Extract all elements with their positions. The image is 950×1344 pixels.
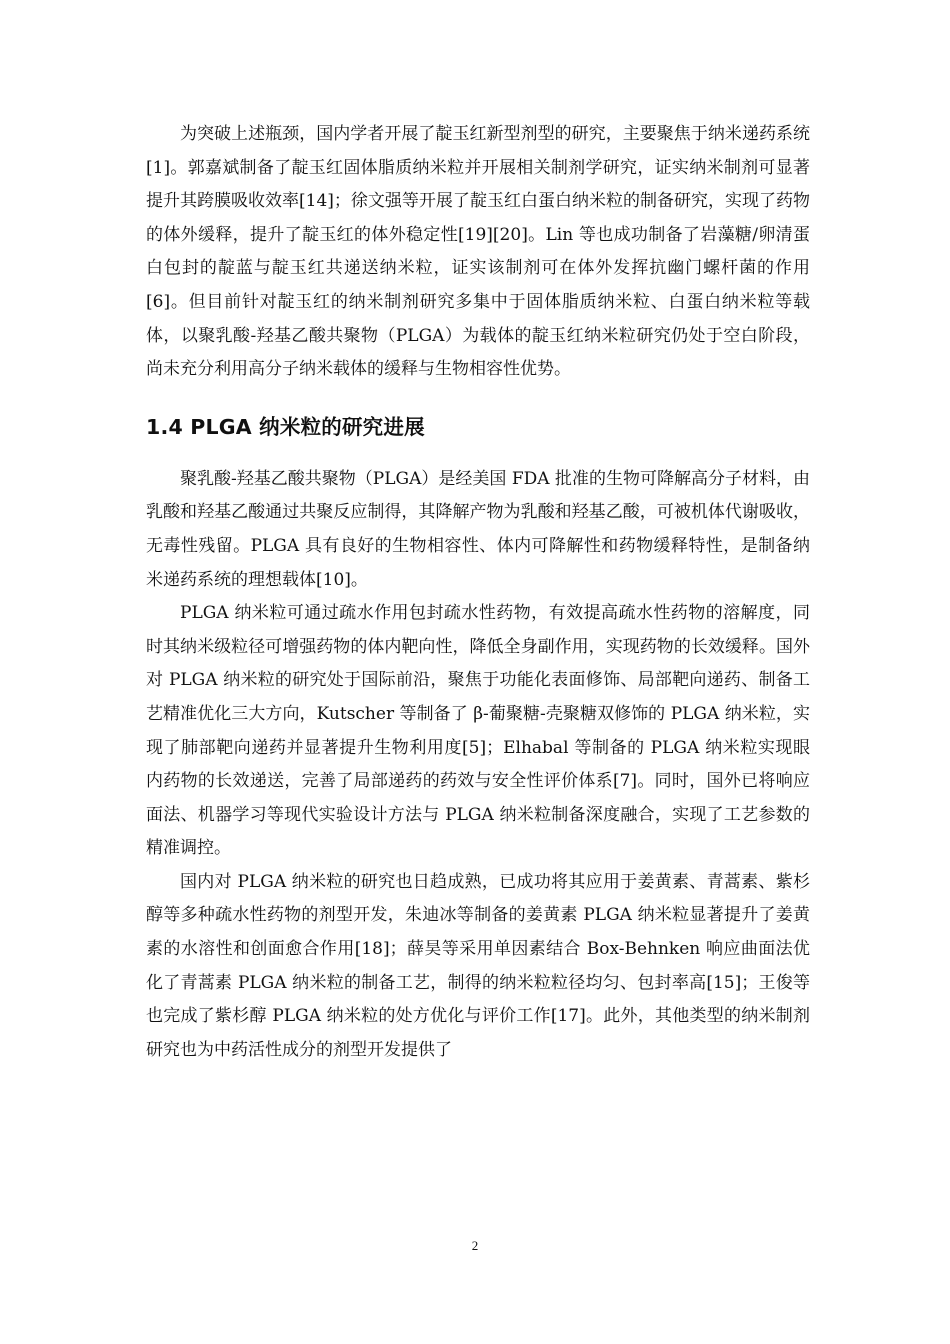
page-body	[146, 118, 810, 1067]
paragraph-indirubin-nano-research: 为突破上述瓶颈，国内学者开展了靛玉红新型剂型的研究，主要聚焦于纳米递药系统[1]。郭嘉斌制备了靛玉红固体脂质纳米粒并开展相关制剂学研究，证实纳米制剂可显著提升其跨膜吸收效率[14]；徐文强等开展了靛玉红白蛋白纳米粒的制备研究，实现了药物的体外缓释，提升了靛玉红的体外稳定性[19][20]。Lin 等也成功制备了岩藻糖/卵清蛋白包封的靛蓝与靛玉红共递送纳米粒，证实该制剂可在体外发挥抗幽门螺杆菌的作用[6]。但目前针对靛玉红的纳米制剂研究多集中于固体脂质纳米粒、白蛋白纳米粒等载体，以聚乳酸-羟基乙酸共聚物（PLGA）为载体的靛玉红纳米粒研究仍处于空白阶段，尚未充分利用高分子纳米载体的缓释与生物相容性优势。	[146, 124, 810, 380]
paragraph-plga-definition: 聚乳酸-羟基乙酸共聚物（PLGA）是经美国 FDA 批准的生物可降解高分子材料，由乳酸和羟基乙酸通过共聚反应制得，其降解产物为乳酸和羟基乙酸，可被机体代谢吸收，无毒性残留。PLGA 具有良好的生物相容性、体内可降解性和药物缓释特性，是制备纳米递药系统的理想载体[10]。	[146, 468, 810, 590]
page-number: 2	[471, 1238, 479, 1253]
paragraph-plga-domestic-research: 国内对 PLGA 纳米粒的研究也日趋成熟，已成功将其应用于姜黄素、青蒿素、紫杉醇等多种疏水性药物的剂型开发，朱迪冰等制备的姜黄素 PLGA 纳米粒显著提升了姜黄素的水溶性和创面愈合作用[18]；薛昊等采用单因素结合 Box-Behnken 响应曲面法优化了青蒿素 PLGA 纳米粒的制备工艺，制得的纳米粒粒径均匀、包封率高[15]；王俊等也完成了紫杉醇 PLGA 纳米粒的处方优化与评价工作[17]。此外，其他类型的纳米制剂研究也为中药活性成分的剂型开发提供了	[146, 871, 810, 1060]
paragraph-plga-foreign-research: PLGA 纳米粒可通过疏水作用包封疏水性药物，有效提高疏水性药物的溶解度，同时其纳米级粒径可增强药物的体内靶向性，降低全身副作用，实现药物的长效缓释。国外对 PLGA 纳米粒的研究处于国际前沿，聚焦于功能化表面修饰、局部靶向递药、制备工艺精准优化三大方向，Kutscher 等制备了 β-葡聚糖-壳聚糖双修饰的 PLGA 纳米粒，实现了肺部靶向递药并显著提升生物利用度[5]；Elhabal 等制备的 PLGA 纳米粒实现眼内药物的长效递送，完善了局部递药的药效与安全性评价体系[7]。同时，国外已将响应面法、机器学习等现代实验设计方法与 PLGA 纳米粒制备深度融合，实现了工艺参数的精准调控。	[146, 603, 810, 859]
section-heading: 1.4 PLGA 纳米粒的研究进展	[146, 414, 425, 439]
